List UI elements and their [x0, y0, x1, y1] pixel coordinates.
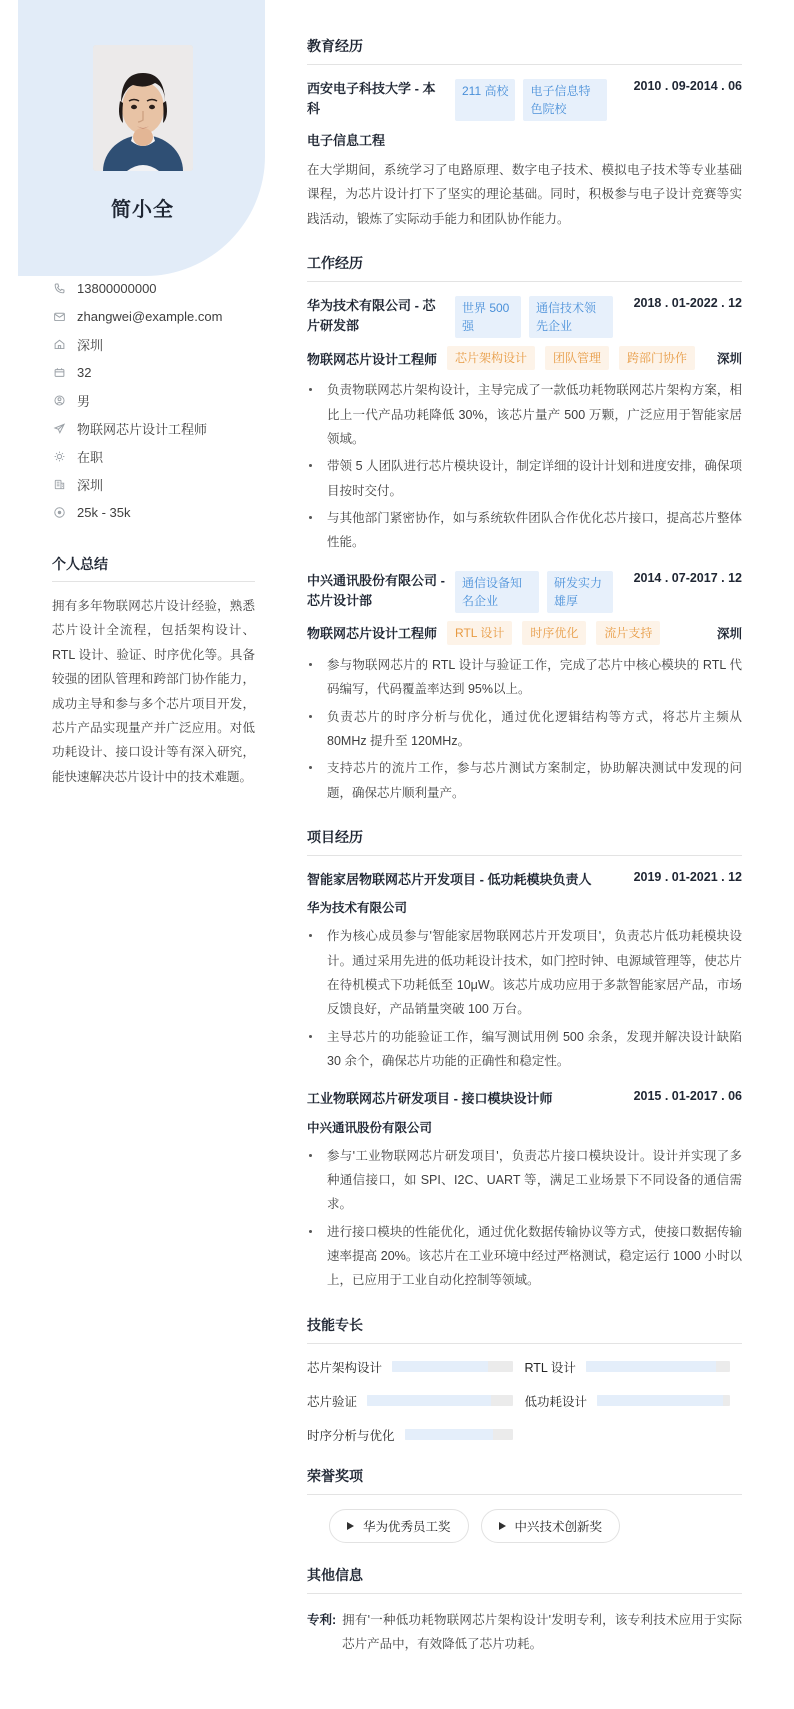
- job-location: 深圳: [716, 352, 742, 367]
- contact-value: 男: [77, 393, 91, 409]
- phone-icon: [52, 281, 66, 295]
- company-tags: [455, 296, 613, 338]
- company-tag: 通信技术领先企业: [529, 296, 613, 338]
- company-tag: 世界 500 强: [455, 296, 521, 338]
- section-title-other: 其他信息: [307, 1565, 742, 1594]
- section-title-awards: 荣誉奖项: [307, 1466, 742, 1495]
- contact-value: 物联网芯片设计工程师: [77, 421, 208, 437]
- skill-grid: [307, 1358, 742, 1444]
- send-icon: [52, 421, 66, 435]
- work-bullets: [307, 653, 742, 805]
- contact-item-salary: [52, 498, 267, 526]
- bullet-item: 支持芯片的流片工作，参与芯片测试方案制定，协助解决测试中发现的问题，确保芯片顺利量产。: [307, 756, 742, 805]
- project-entry: [307, 1089, 742, 1292]
- bullet-item: 作为核心成员参与'智能家居物联网芯片开发项目'，负责芯片低功耗模块设计。通过采用先进的低功耗设计技术，如门控时钟、电源域管理等，使芯片在待机模式下功耗低至 10μW。该芯片成功应用于多款智能家居产品，市场反馈良好，产品销量突破 100 万台。: [307, 924, 742, 1022]
- job-location: 深圳: [716, 626, 742, 641]
- bullet-item: 与其他部门紧密协作，如与系统软件团队合作优化芯片接口，提高芯片整体性能。: [307, 506, 742, 555]
- company-tag: 通信设备知名企业: [455, 571, 539, 613]
- skill-progress-bar: [586, 1361, 730, 1372]
- company-name: 中兴通讯股份有限公司 - 芯片设计部: [307, 572, 445, 608]
- job-skill-tag: 时序优化: [522, 621, 586, 645]
- school-tag: 电子信息特色院校: [523, 79, 607, 121]
- skill-progress-fill: [586, 1361, 716, 1372]
- job-skill-tag: 跨部门协作: [619, 346, 695, 370]
- contact-value: 深圳: [77, 477, 104, 493]
- sidebar: [0, 0, 285, 789]
- project-date: 2015 . 01-2017 . 06: [633, 1089, 742, 1104]
- main-column: [285, 0, 794, 1709]
- bullet-item: 负责物联网芯片架构设计，主导完成了一款低功耗物联网芯片架构方案，相比上一代产品功耗降低 30%，该芯片量产 500 万颗，广泛应用于智能家居领域。: [307, 378, 742, 451]
- skill-item: [307, 1426, 525, 1444]
- play-triangle-icon: [347, 1522, 354, 1530]
- other-info-value: 拥有'一种低功耗物联网芯片架构设计'发明专利，该专利技术应用于实际芯片产品中，有效降低了芯片功耗。: [342, 1612, 742, 1652]
- project-name: 智能家居物联网芯片开发项目 - 低功耗模块负责人: [307, 872, 592, 887]
- contact-item-email: [52, 302, 267, 330]
- contact-item-phone: [52, 274, 267, 302]
- projects-section: [307, 827, 742, 1293]
- skill-item: [307, 1358, 525, 1376]
- project-date: 2019 . 01-2021 . 12: [633, 870, 742, 884]
- project-entry: [307, 870, 742, 1073]
- bullet-item: 带领 5 人团队进行芯片模块设计，制定详细的设计计划和进度安排，确保项目按时交付。: [307, 454, 742, 503]
- bullet-item: 负责芯片的时序分析与优化，通过优化逻辑结构等方式，将芯片主频从 80MHz 提升至 120MHz。: [307, 705, 742, 754]
- work-date: 2014 . 07-2017 . 12: [633, 570, 742, 585]
- section-title-projects: 项目经历: [307, 827, 742, 856]
- education-date: 2010 . 09-2014 . 06: [633, 79, 742, 93]
- job-skill-tag: 芯片架构设计: [447, 346, 535, 370]
- skill-progress-bar: [392, 1361, 512, 1372]
- skill-label: RTL 设计: [524, 1360, 576, 1375]
- work-entry: [307, 571, 742, 805]
- award-label: 华为优秀员工奖: [363, 1519, 451, 1534]
- contact-item-job-title: [52, 414, 267, 442]
- school-tags: [455, 79, 607, 121]
- bullet-item: 进行接口模块的性能优化，通过优化数据传输协议等方式，使接口数据传输速率提高 20%。该芯片在工业环境中经过严格测试，稳定运行 1000 小时以上，已应用于工业自动化控制等领域。: [307, 1220, 742, 1293]
- award-badge[interactable]: [329, 1509, 469, 1543]
- section-title-work: 工作经历: [307, 253, 742, 282]
- skill-label: 芯片架构设计: [307, 1360, 383, 1375]
- skill-label: 芯片验证: [307, 1394, 358, 1409]
- skill-progress-fill: [367, 1395, 491, 1406]
- award-label: 中兴技术创新奖: [514, 1519, 603, 1534]
- contact-value: zhangwei@example.com: [77, 308, 223, 324]
- project-bullets: [307, 1144, 742, 1293]
- contact-item-work-city: [52, 470, 267, 498]
- project-bullets: [307, 924, 742, 1073]
- education-major: 电子信息工程: [307, 133, 386, 148]
- play-triangle-icon: [499, 1522, 506, 1530]
- skill-item: [525, 1392, 743, 1410]
- job-skill-tag: 团队管理: [545, 346, 609, 370]
- contact-value: 25k - 35k: [77, 504, 131, 520]
- contact-value: 在职: [77, 449, 104, 465]
- status-icon: [52, 449, 66, 463]
- section-title-skills: 技能专长: [307, 1315, 742, 1344]
- bullet-item: 主导芯片的功能验证工作，编写测试用例 500 余条，发现并解决设计缺陷 30 余个，确保芯片功能的正确性和稳定性。: [307, 1025, 742, 1074]
- contact-item-status: [52, 442, 267, 470]
- skill-progress-bar: [405, 1429, 513, 1440]
- work-section: [307, 253, 742, 805]
- job-skill-tag: 流片支持: [596, 621, 660, 645]
- skill-progress-fill: [597, 1395, 723, 1406]
- contact-list: [0, 274, 285, 526]
- building-icon: [52, 477, 66, 491]
- work-entry: [307, 296, 742, 555]
- contact-item-gender: [52, 386, 267, 414]
- company-tags: [455, 571, 613, 613]
- skill-progress-bar: [367, 1395, 512, 1406]
- bullet-item: 参与'工业物联网芯片研发项目'，负责芯片接口模块设计。设计并实现了多种通信接口，如 SPI、I2C、UART 等，满足工业场景下不同设备的通信需求。: [307, 1144, 742, 1217]
- skill-progress-bar: [597, 1395, 730, 1406]
- section-title-education: 教育经历: [307, 36, 742, 65]
- calendar-icon: [52, 365, 66, 379]
- bullet-item: 参与物联网芯片的 RTL 设计与验证工作，完成了芯片中核心模块的 RTL 代码编写，代码覆盖率达到 95%以上。: [307, 653, 742, 702]
- summary-text: 拥有多年物联网芯片设计经验，熟悉芯片设计全流程，包括架构设计、RTL 设计、验证、时序优化等。具备较强的团队管理和跨部门协作能力，成功主导和参与多个芯片项目开发，芯片产品实现量产并广泛应用。对低功耗设计、接口设计等有深入研究，能快速解决芯片设计中的技术难题。: [52, 599, 255, 784]
- other-info-section: [307, 1565, 742, 1657]
- contact-item-hometown: [52, 330, 267, 358]
- job-role: 物联网芯片设计工程师: [307, 351, 438, 367]
- summary-section: [0, 554, 285, 789]
- avatar: [93, 45, 193, 171]
- job-skill-tag: RTL 设计: [447, 621, 512, 645]
- person-name: 简小全: [111, 199, 174, 221]
- mail-icon: [52, 309, 66, 323]
- other-info-key: 专利:: [307, 1612, 337, 1627]
- school-name: 西安电子科技大学 - 本科: [307, 81, 436, 117]
- gender-icon: [52, 393, 66, 407]
- contact-value: 13800000000: [77, 280, 157, 296]
- company-tag: 研发实力雄厚: [547, 571, 613, 613]
- other-info-row: [307, 1608, 742, 1657]
- portrait-photo-icon: [93, 45, 193, 171]
- work-bullets: [307, 378, 742, 555]
- school-tag: 211 高校: [455, 79, 515, 121]
- work-date: 2018 . 01-2022 . 12: [633, 296, 742, 311]
- company-name: 华为技术有限公司 - 芯片研发部: [307, 298, 436, 334]
- education-description: 在大学期间，系统学习了电路原理、数字电子技术、模拟电子技术等专业基础课程，为芯片设计打下了坚实的理论基础。同时，积极参与电子设计竞赛等实践活动，锻炼了实际动手能力和团队协作能力。: [307, 163, 742, 226]
- job-role: 物联网芯片设计工程师: [307, 626, 438, 642]
- contact-value: 深圳: [77, 337, 104, 353]
- skill-progress-fill: [392, 1361, 488, 1372]
- summary-title: 个人总结: [52, 554, 255, 582]
- awards-section: [307, 1466, 742, 1543]
- contact-value: 32: [77, 364, 92, 380]
- skill-item: [307, 1392, 525, 1410]
- project-company: 华为技术有限公司: [307, 901, 408, 916]
- contact-item-age: [52, 358, 267, 386]
- skills-section: [307, 1315, 742, 1444]
- skill-label: 低功耗设计: [524, 1394, 588, 1409]
- salary-icon: [52, 505, 66, 519]
- award-badge[interactable]: [481, 1509, 621, 1543]
- project-company: 中兴通讯股份有限公司: [307, 1120, 433, 1135]
- education-section: [307, 36, 742, 231]
- skill-progress-fill: [405, 1429, 494, 1440]
- project-name: 工业物联网芯片研发项目 - 接口模块设计师: [307, 1091, 553, 1107]
- home-icon: [52, 337, 66, 351]
- skill-item: [525, 1358, 743, 1376]
- avatar-container: [0, 0, 285, 171]
- skill-label: 时序分析与优化: [307, 1428, 395, 1443]
- award-list: [307, 1509, 742, 1543]
- education-entry: [307, 79, 742, 231]
